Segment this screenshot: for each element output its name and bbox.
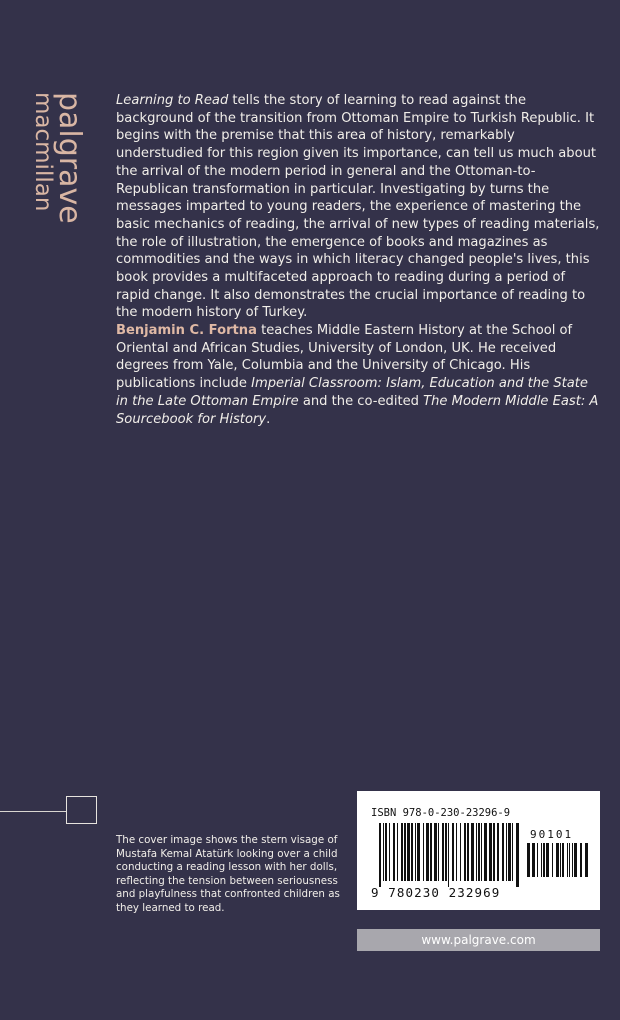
barcode-bar: [585, 843, 588, 877]
barcode-bar: [560, 843, 561, 877]
barcode-bar: [471, 823, 474, 881]
barcode-bar: [556, 843, 559, 877]
bio-text-3: .: [266, 411, 271, 427]
barcode-bar: [452, 823, 454, 881]
barcode-bar: [460, 823, 461, 881]
barcode-bar: [502, 823, 504, 881]
barcode-bar: [484, 823, 487, 881]
publication-1: Imperial Classroom: Islam, Education and the State in the Late Ottoman Empire: [116, 376, 588, 409]
barcode-bar: [506, 823, 507, 881]
barcode-bar: [567, 843, 568, 877]
barcode-bar: [448, 823, 449, 887]
barcode-bar: [580, 843, 582, 877]
decorative-square: [66, 796, 97, 824]
barcode-bar: [562, 843, 564, 877]
author-name: Benjamin C. Fortna: [116, 323, 257, 338]
addon-digits: 90101: [530, 828, 574, 841]
barcode-bar: [415, 823, 416, 881]
barcode-bar: [476, 823, 477, 881]
isbn-label: ISBN 978-0-230-23296-9: [371, 807, 511, 819]
barcode-bar: [445, 823, 447, 881]
publication-2: The Modern Middle East: A Sourcebook for History: [116, 393, 599, 427]
barcode-bar: [385, 823, 387, 881]
cover-image-caption: The cover image shows the stern visage of Mustafa Kemal Atatürk looking over a child conducting a reading lesson with her dolls, reflecting the tension between seriousness and playfulness that confronted children as they learned to read.: [116, 834, 340, 914]
ean-digits: 9 780230 232969: [371, 885, 501, 900]
barcode-bar: [481, 823, 482, 881]
barcode-bar: [426, 823, 429, 881]
barcode-bar: [417, 823, 420, 881]
barcode-bar: [512, 823, 513, 881]
barcode-bar: [383, 823, 384, 881]
isbn-barcode: [357, 791, 600, 910]
barcode-bar: [569, 843, 570, 877]
barcode-bar: [442, 823, 444, 881]
book-title: Learning to Read: [116, 93, 229, 108]
barcode-bar: [532, 843, 535, 877]
barcode-bar: [546, 843, 549, 877]
barcode-bar: [401, 823, 403, 881]
barcode-bars-main: [379, 823, 519, 887]
barcode-bar: [430, 823, 432, 881]
barcode-bars-addon: [527, 843, 589, 883]
barcode-bar: [541, 843, 542, 877]
book-description: [116, 92, 600, 322]
barcode-bar: [389, 823, 390, 881]
barcode-bar: [527, 843, 530, 877]
barcode-bar: [404, 823, 406, 881]
barcode-bar: [552, 843, 553, 877]
author-bio: [116, 322, 600, 428]
barcode-bar: [423, 823, 424, 881]
barcode-bar: [456, 823, 457, 881]
website-url[interactable]: www.palgrave.com: [357, 929, 600, 951]
barcode-bar: [393, 823, 395, 881]
barcode-bar: [516, 823, 519, 887]
barcode-bar: [543, 843, 545, 877]
barcode-bar: [572, 843, 573, 877]
barcode-bar: [574, 843, 577, 877]
barcode-bar: [411, 823, 413, 881]
barcode-bar: [478, 823, 480, 881]
barcode-bar: [497, 823, 499, 881]
barcode-bar: [464, 823, 466, 881]
description-text: tells the story of learning to read against the background of the transition from Ottoman Empire to Turkish Republic. It begins with the premise that this area of history, remarkably understudied for this region given its importance, can tell us much about the arrival of the modern period in general and the Ottoman-to-Republican transformation in particular. Investigating by turns the messages imparted to young readers, the experience of mastering the basic mechanics of reading, the arrival of new types of reading materials, the role of illustration, the emergence of books and magazines as commodities and the ways in which literacy changed people's lives, this book provides a multifaceted approach to reading during a period of rapid change. It also demonstrates the crucial importance of reading to the modern history of Turkey.: [116, 93, 600, 321]
barcode-bar: [489, 823, 492, 881]
decorative-line: [0, 811, 66, 812]
barcode-bar: [379, 823, 381, 887]
barcode-bar: [397, 823, 398, 881]
barcode-bar: [438, 823, 439, 881]
barcode-bar: [508, 823, 511, 881]
bio-text-1: teaches Middle Eastern History at the School of Oriental and African Studies, University of London, UK. He received degrees from Yale, Columbia and the University of Chicago. His publications include: [116, 323, 573, 392]
barcode-bar: [537, 843, 538, 877]
barcode-bar: [493, 823, 495, 881]
barcode-bar: [434, 823, 437, 881]
barcode-bar: [467, 823, 469, 881]
logo-text-palgrave: palgrave: [52, 92, 87, 224]
bio-text-2: and the co-edited: [298, 393, 424, 409]
barcode-bar: [407, 823, 410, 881]
publisher-logo: [28, 92, 100, 242]
logo-text-macmillan: macmillan: [30, 92, 56, 212]
